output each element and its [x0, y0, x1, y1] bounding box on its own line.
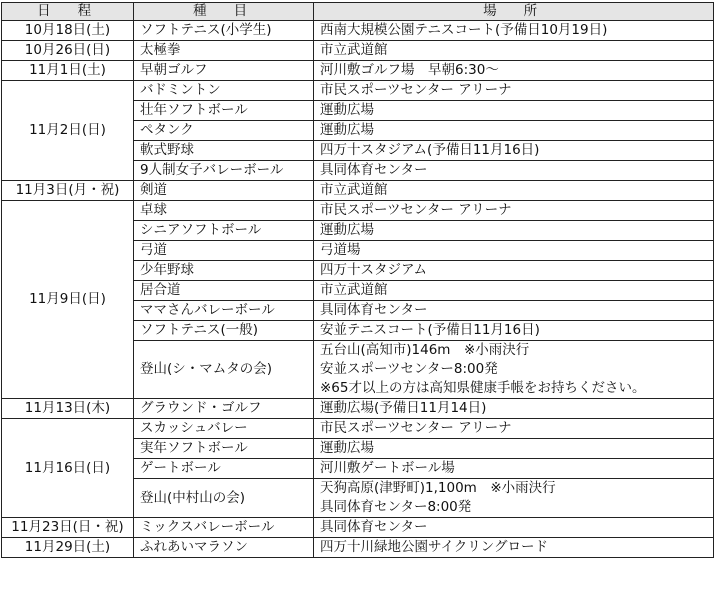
place-cell [314, 201, 714, 221]
place-cell [314, 21, 714, 41]
place-cell [314, 221, 714, 241]
event-cell: 弓道 [134, 241, 314, 261]
table-row [2, 21, 714, 41]
date-cell: 11月9日(日) [2, 201, 134, 399]
place-cell [314, 61, 714, 81]
place-line: 安並テニスコート(予備日11月16日) [320, 322, 540, 338]
table-row [2, 201, 714, 221]
place-cell [314, 341, 714, 399]
table-row [2, 419, 714, 439]
event-cell: ママさんバレーボール [134, 301, 314, 321]
header-event: 種 目 [134, 3, 314, 21]
event-cell: 居合道 [134, 281, 314, 301]
event-cell: 少年野球 [134, 261, 314, 281]
event-cell: ソフトテニス(小学生) [134, 21, 314, 41]
place-cell [314, 399, 714, 419]
table-row [2, 399, 714, 419]
event-cell: ミックスバレーボール [134, 518, 314, 538]
event-cell: ゲートボール [134, 459, 314, 479]
date-cell: 11月16日(日) [2, 419, 134, 518]
date-cell: 11月29日(土) [2, 538, 134, 558]
place-cell [314, 141, 714, 161]
table-row [2, 518, 714, 538]
place-line: 具同体育センター8:00発 [320, 499, 472, 515]
event-cell: バドミントン [134, 81, 314, 101]
event-cell: 実年ソフトボール [134, 439, 314, 459]
date-cell: 11月3日(月・祝) [2, 181, 134, 201]
place-cell [314, 439, 714, 459]
place-cell [314, 301, 714, 321]
place-line: 四万十スタジアム(予備日11月16日) [320, 142, 540, 158]
place-cell [314, 81, 714, 101]
event-cell: 軟式野球 [134, 141, 314, 161]
place-cell [314, 459, 714, 479]
event-cell: 登山(中村山の会) [134, 479, 314, 518]
place-cell [314, 101, 714, 121]
place-line: 市民スポーツセンター アリーナ [320, 202, 512, 218]
place-line: ※65才以上の方は高知県健康手帳をお持ちください。 [320, 380, 646, 396]
place-line: 運動広場(予備日11月14日) [320, 400, 487, 416]
event-cell: ふれあいマラソン [134, 538, 314, 558]
place-line: 四万十スタジアム [320, 262, 428, 278]
event-cell: ペタンク [134, 121, 314, 141]
place-cell [314, 181, 714, 201]
place-line: 弓道場 [320, 242, 361, 258]
table-row [2, 181, 714, 201]
table-row [2, 538, 714, 558]
place-line: 市立武道館 [320, 42, 388, 58]
place-line: 河川敷ゴルフ場 早朝6:30〜 [320, 62, 499, 78]
place-line: 運動広場 [320, 122, 374, 138]
place-line: 安並スポーツセンター8:00発 [320, 361, 498, 377]
place-line: 市立武道館 [320, 282, 388, 298]
place-cell [314, 479, 714, 518]
date-cell: 11月1日(土) [2, 61, 134, 81]
table-row [2, 41, 714, 61]
place-line: 四万十川緑地公園サイクリングロード [320, 539, 549, 555]
place-cell [314, 241, 714, 261]
place-line: 市民スポーツセンター アリーナ [320, 82, 512, 98]
event-cell: 9人制女子バレーボール [134, 161, 314, 181]
event-cell: 壮年ソフトボール [134, 101, 314, 121]
header-place: 場 所 [314, 3, 714, 21]
event-cell: ソフトテニス(一般) [134, 321, 314, 341]
place-line: 市立武道館 [320, 182, 388, 198]
event-cell: 登山(シ・マムタの会) [134, 341, 314, 399]
place-cell [314, 321, 714, 341]
place-line: 河川敷ゲートボール場 [320, 460, 455, 476]
date-cell: 11月23日(日・祝) [2, 518, 134, 538]
event-cell: スカッシュバレー [134, 419, 314, 439]
event-cell: 剣道 [134, 181, 314, 201]
place-line: 市民スポーツセンター アリーナ [320, 420, 512, 436]
place-line: 具同体育センター [320, 519, 428, 535]
header-date: 日 程 [2, 3, 134, 21]
place-line: 具同体育センター [320, 162, 428, 178]
place-cell [314, 281, 714, 301]
place-line: 運動広場 [320, 222, 374, 238]
event-cell: 太極拳 [134, 41, 314, 61]
place-line: 五台山(高知市)146m ※小雨決行 [320, 342, 530, 358]
date-cell: 10月26日(日) [2, 41, 134, 61]
place-line: 運動広場 [320, 440, 374, 456]
place-line: 天狗高原(津野町)1,100m ※小雨決行 [320, 480, 556, 496]
place-line: 運動広場 [320, 102, 374, 118]
schedule-body [2, 21, 714, 558]
event-cell: グラウンド・ゴルフ [134, 399, 314, 419]
event-cell: 早朝ゴルフ [134, 61, 314, 81]
place-cell [314, 41, 714, 61]
place-cell [314, 518, 714, 538]
place-cell [314, 261, 714, 281]
place-cell [314, 538, 714, 558]
table-row [2, 81, 714, 101]
place-line: 西南大規模公園テニスコート(予備日10月19日) [320, 22, 608, 38]
table-row [2, 61, 714, 81]
event-schedule-table [1, 2, 714, 558]
date-cell: 11月2日(日) [2, 81, 134, 181]
place-line: 具同体育センター [320, 302, 428, 318]
place-cell [314, 419, 714, 439]
event-cell: 卓球 [134, 201, 314, 221]
place-cell [314, 121, 714, 141]
header-row [2, 3, 714, 21]
date-cell: 11月13日(木) [2, 399, 134, 419]
event-cell: シニアソフトボール [134, 221, 314, 241]
date-cell: 10月18日(土) [2, 21, 134, 41]
place-cell [314, 161, 714, 181]
